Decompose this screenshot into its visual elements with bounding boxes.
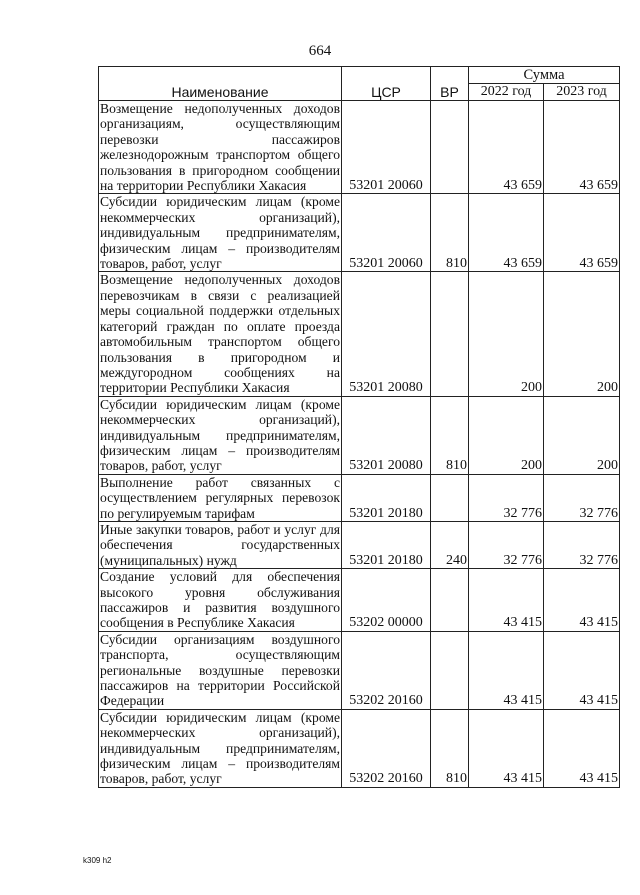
row-name: Выполнение работ связанных с осуществлением регулярных перевозок по регулируемым тарифам <box>100 474 340 521</box>
row-name: Возмещение недополученных доходов перевозчикам в связи с реализацией меры социальной поддержки отдельных категорий граждан по оплате проезда автомобильным транспортом общего пользования в пригородном и междугородном сообщениях на территории Республики Хакасия <box>100 272 340 396</box>
row-vr <box>431 474 469 521</box>
row-amount-2022: 200 <box>469 272 544 396</box>
table-row <box>99 272 620 396</box>
row-amount-2022: 43 415 <box>469 631 544 709</box>
table-header <box>99 67 620 101</box>
budget-table <box>98 66 620 788</box>
page-number: 664 <box>308 43 332 59</box>
row-csr: 53201 20080 <box>342 396 431 474</box>
row-amount-2022: 43 415 <box>469 569 544 632</box>
row-vr: 810 <box>431 194 469 272</box>
row-amount-2023: 43 415 <box>544 569 620 632</box>
row-vr: 810 <box>431 709 469 787</box>
row-csr: 53201 20180 <box>342 521 431 568</box>
header-year-2022: 2022 год <box>469 84 544 101</box>
row-amount-2022: 200 <box>469 396 544 474</box>
table-row <box>99 194 620 272</box>
table-body <box>99 101 620 788</box>
row-vr <box>431 569 469 632</box>
header-sum: Сумма <box>469 67 620 84</box>
row-name: Субсидии юридическим лицам (кроме некоммерческих организаций), индивидуальным предпринимателям, физическим лицам – производителям товаров, работ, услуг <box>100 396 340 474</box>
row-amount-2023: 43 659 <box>544 101 620 194</box>
row-amount-2023: 43 659 <box>544 194 620 272</box>
table-row <box>99 474 620 521</box>
row-vr <box>431 101 469 194</box>
footer-code: k309 h2 <box>83 856 112 865</box>
row-amount-2022: 43 659 <box>469 194 544 272</box>
row-csr: 53201 20080 <box>342 272 431 396</box>
row-name: Иные закупки товаров, работ и услуг для обеспечения государственных (муниципальных) нужд <box>100 521 340 568</box>
table-row <box>99 521 620 568</box>
row-vr <box>431 272 469 396</box>
row-amount-2023: 200 <box>544 396 620 474</box>
row-vr: 240 <box>431 521 469 568</box>
row-amount-2022: 43 659 <box>469 101 544 194</box>
table-row <box>99 569 620 632</box>
row-csr: 53202 00000 <box>342 569 431 632</box>
table-row <box>99 709 620 787</box>
row-amount-2023: 32 776 <box>544 474 620 521</box>
row-csr: 53201 20180 <box>342 474 431 521</box>
row-name: Создание условий для обеспечения высокого уровня обслуживания пассажиров и развития воздушного сообщения в Республике Хакасия <box>100 569 340 631</box>
header-year-2023: 2023 год <box>544 84 620 101</box>
row-name: Субсидии юридическим лицам (кроме некоммерческих организаций), индивидуальным предпринимателям, физическим лицам – производителям товаров, работ, услуг <box>100 709 340 787</box>
row-name: Субсидии организациям воздушного транспорта, осуществляющим региональные воздушные перевозки пассажиров на территории Российской Федерации <box>100 631 340 709</box>
table-row <box>99 631 620 709</box>
row-amount-2023: 32 776 <box>544 521 620 568</box>
header-name: Наименование <box>99 67 342 101</box>
row-amount-2023: 200 <box>544 272 620 396</box>
table-row <box>99 396 620 474</box>
row-csr: 53201 20060 <box>342 101 431 194</box>
row-csr: 53202 20160 <box>342 631 431 709</box>
row-name: Субсидии юридическим лицам (кроме некоммерческих организаций), индивидуальным предпринимателям, физическим лицам – производителям товаров, работ, услуг <box>100 194 340 272</box>
table-row <box>99 101 620 194</box>
row-amount-2023: 43 415 <box>544 631 620 709</box>
row-csr: 53201 20060 <box>342 194 431 272</box>
row-amount-2022: 32 776 <box>469 474 544 521</box>
row-amount-2023: 43 415 <box>544 709 620 787</box>
header-csr: ЦСР <box>342 67 431 101</box>
header-vr: ВР <box>431 67 469 101</box>
row-name: Возмещение недополученных доходов организациям, осуществляющим перевозки пассажиров железнодорожным транспортом общего пользования в пригородном сообщении на территории Республики Хакасия <box>100 101 340 194</box>
row-csr: 53202 20160 <box>342 709 431 787</box>
row-vr: 810 <box>431 396 469 474</box>
row-amount-2022: 32 776 <box>469 521 544 568</box>
row-amount-2022: 43 415 <box>469 709 544 787</box>
row-vr <box>431 631 469 709</box>
